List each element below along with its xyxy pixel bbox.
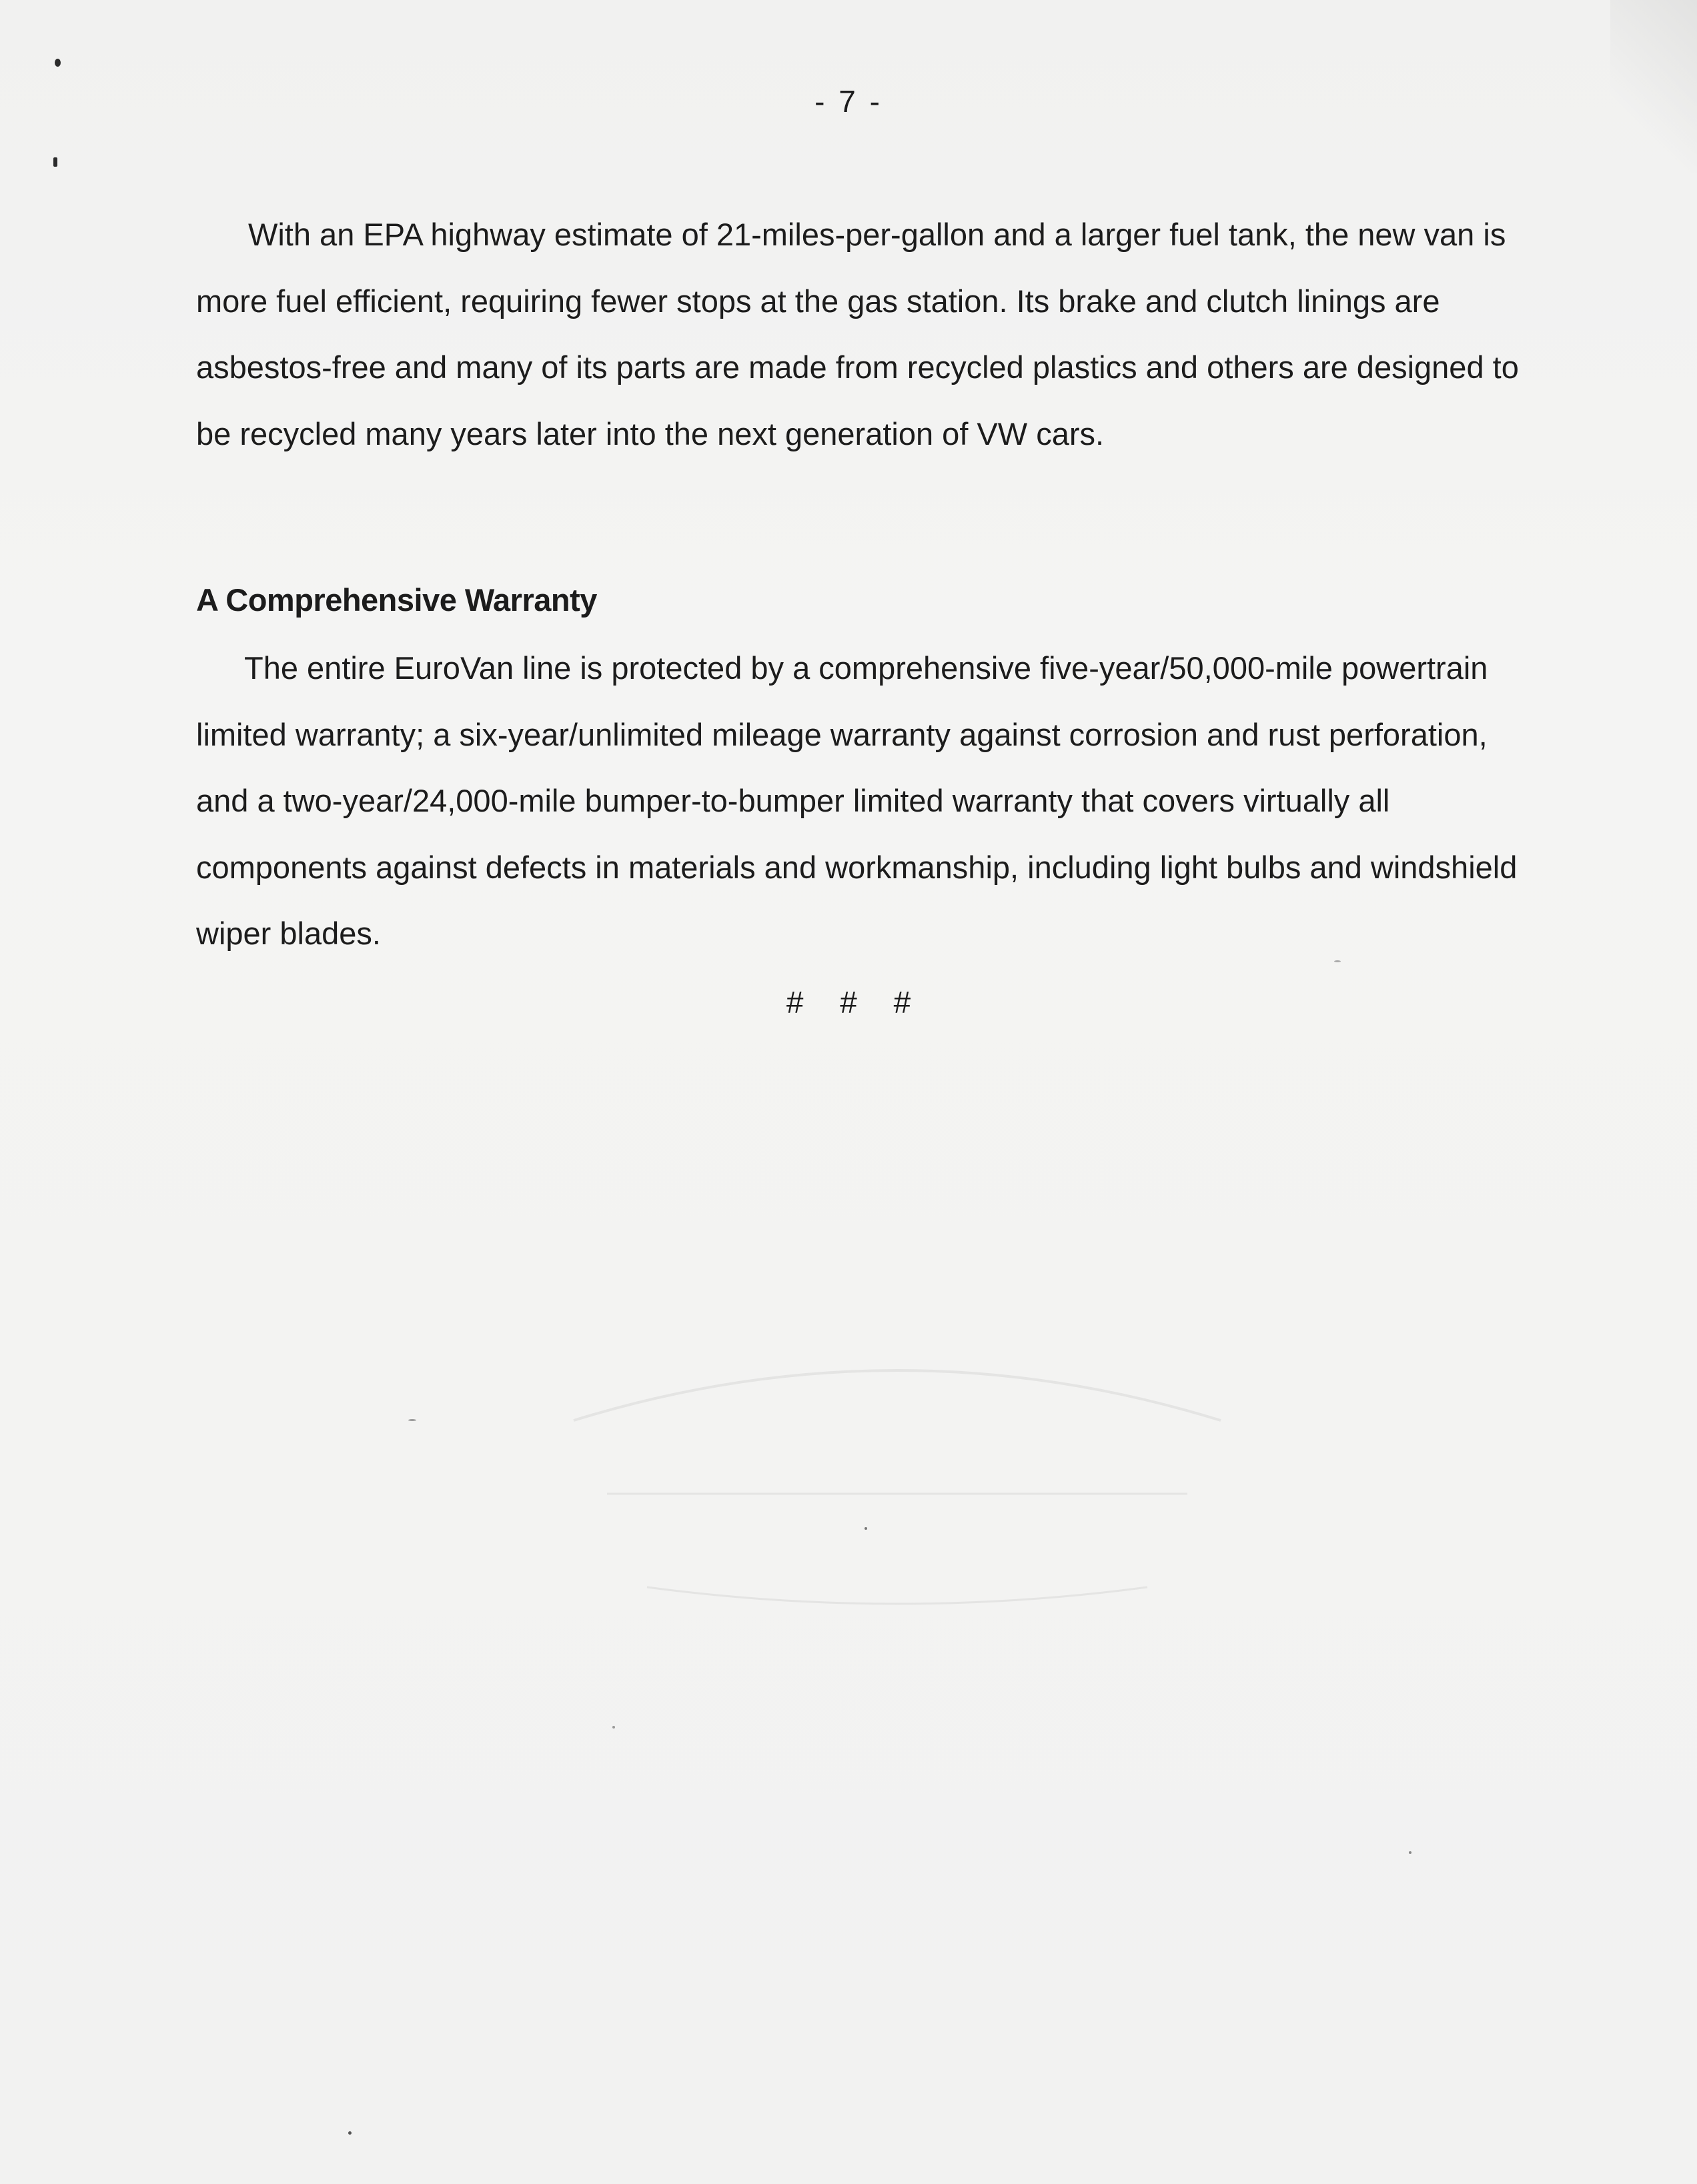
scan-speck (408, 1419, 416, 1421)
section-heading: A Comprehensive Warranty (196, 582, 597, 618)
body-paragraph: With an EPA highway estimate of 21-miles-per-gallon and a larger fuel tank, the new van is more fuel efficient, requiring fewer stops at the gas station. Its brake and clutch linings are asbestos-free and many of its parts are made from recycled plastics and others are designed to be recycled many years later into the next generation of VW cars. (196, 217, 1519, 451)
scan-speck (55, 59, 61, 67)
scan-speck (53, 157, 57, 167)
watermark-seal (547, 1307, 1247, 1627)
scan-speck (348, 2131, 352, 2135)
end-mark: # # # (786, 985, 911, 1020)
scan-speck (612, 1726, 615, 1729)
page-number: - 7 - (814, 84, 883, 119)
body-paragraph: The entire EuroVan line is protected by a comprehensive five-year/50,000-mile powertrain limited warranty; a six-year/unlimited mileage warranty against corrosion and rust perforation, and a two-year/24,000-mile bumper-to-bumper limited warranty that covers virtually all components against defects in materials and workmanship, including light bulbs and windshield wiper blades. (196, 650, 1518, 951)
scan-speck (1409, 1851, 1411, 1854)
